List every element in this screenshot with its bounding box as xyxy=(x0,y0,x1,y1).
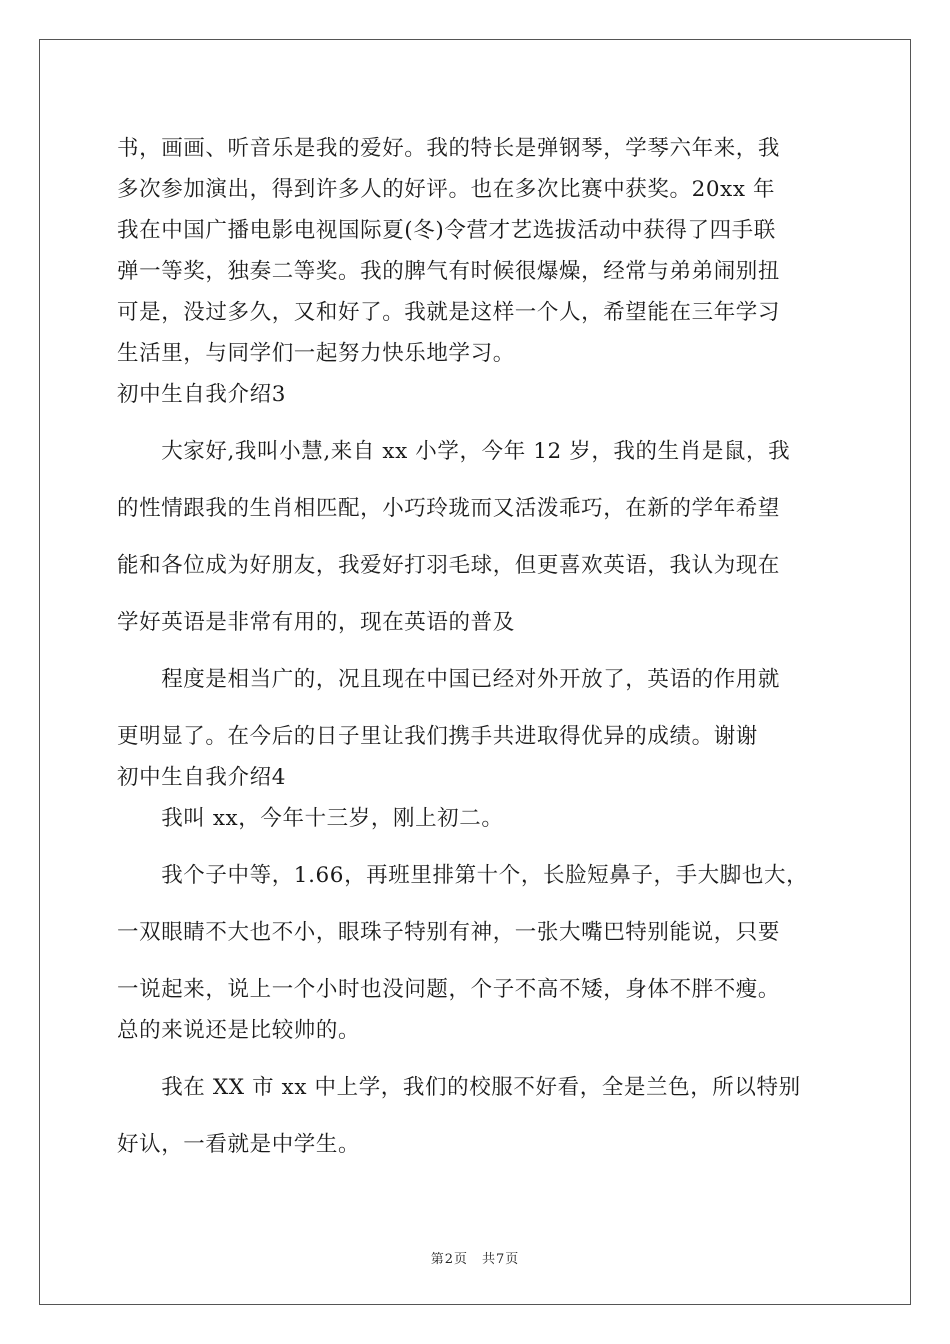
text-line: 的性情跟我的生肖相匹配，小巧玲珑而又活泼乖巧，在新的学年希望 xyxy=(117,496,781,521)
text-line: 更明显了。在今后的日子里让我们携手共进取得优异的成绩。谢谢 xyxy=(117,724,758,749)
text-line: 学好英语是非常有用的，现在英语的普及 xyxy=(117,610,515,635)
text-line: 能和各位成为好朋友，我爱好打羽毛球，但更喜欢英语，我认为现在 xyxy=(117,553,781,578)
text-line: 程度是相当广的，况且现在中国已经对外开放了，英语的作用就 xyxy=(117,667,781,692)
document-body xyxy=(117,128,837,1165)
text-line: 可是，没过多久，又和好了。我就是这样一个人，希望能在三年学习 xyxy=(117,300,781,325)
text-line: 我在 XX 市 xx 中上学，我们的校服不好看，全是兰色，所以特别 xyxy=(117,1075,801,1100)
text-line: 大家好,我叫小慧,来自 xx 小学，今年 12 岁，我的生肖是鼠，我 xyxy=(117,439,791,464)
text-line: 好认，一看就是中学生。 xyxy=(117,1132,361,1157)
text-line: 一说起来，说上一个小时也没问题，个子不高不矮，身体不胖不瘦。 xyxy=(117,977,781,1002)
text-line: 弹一等奖，独奏二等奖。我的脾气有时候很爆燥，经常与弟弟闹别扭 xyxy=(117,259,781,284)
text-line: 生活里，与同学们一起努力快乐地学习。 xyxy=(117,341,515,366)
text-line: 一双眼睛不大也不小，眼珠子特别有神，一张大嘴巴特别能说，只要 xyxy=(117,920,781,945)
text-line: 总的来说还是比较帅的。 xyxy=(117,1018,361,1043)
section-heading: 初中生自我介绍4 xyxy=(117,765,286,790)
text-line: 多次参加演出，得到许多人的好评。也在多次比赛中获奖。20xx 年 xyxy=(117,177,776,202)
text-line: 书，画画、听音乐是我的爱好。我的特长是弹钢琴，学琴六年来，我 xyxy=(117,136,781,161)
page-number-footer: 第2页 共7页 xyxy=(430,1252,520,1267)
text-line: 我个子中等，1.66，再班里排第十个，长脸短鼻子，手大脚也大， xyxy=(117,863,809,888)
text-line: 我在中国广播电影电视国际夏(冬)令营才艺选拔活动中获得了四手联 xyxy=(117,218,776,243)
text-line: 我叫 xx，今年十三岁，刚上初二。 xyxy=(117,806,504,831)
section-heading: 初中生自我介绍3 xyxy=(117,382,286,407)
